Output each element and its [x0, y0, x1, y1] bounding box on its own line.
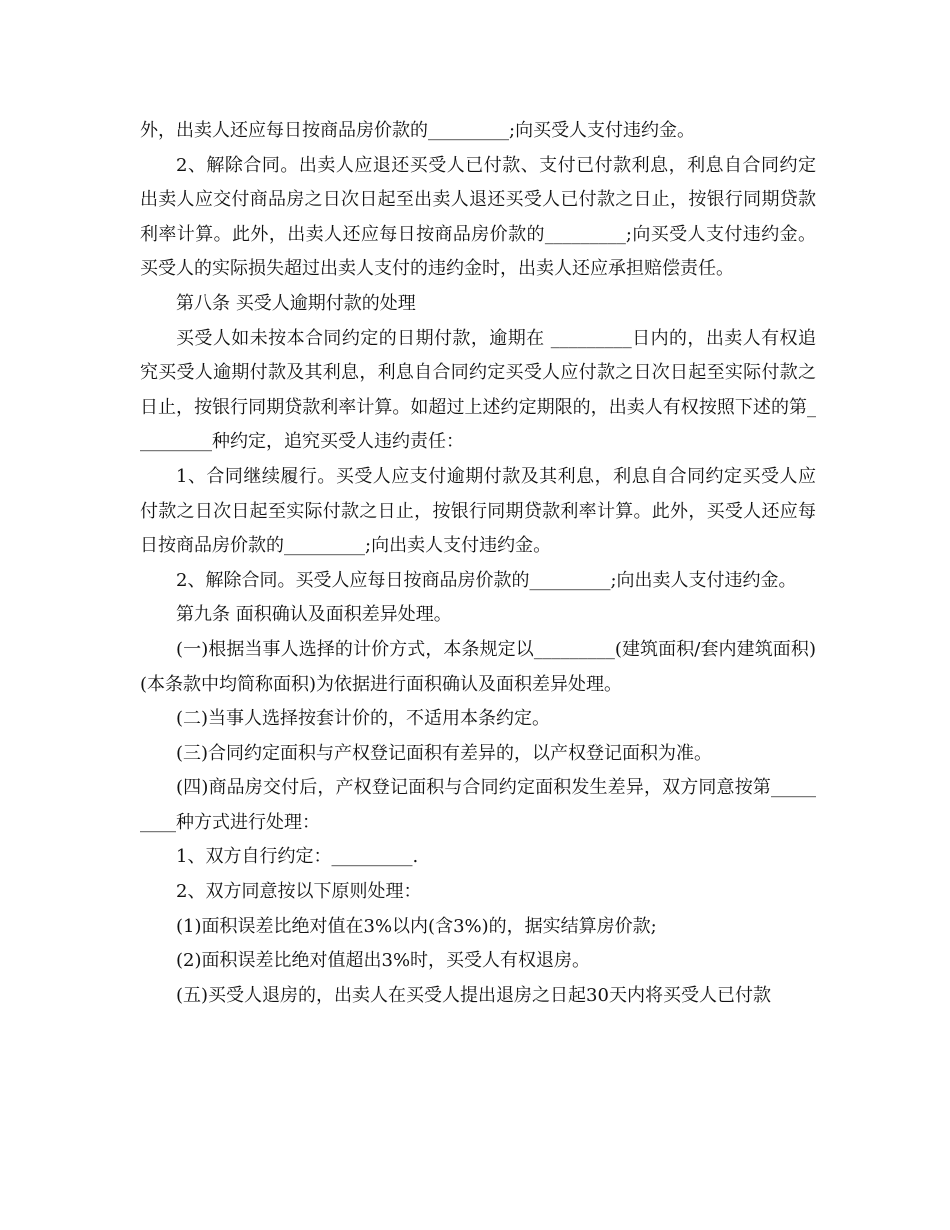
paragraph: 外，出卖人还应每日按商品房价款的_________;向买受人支付违约金。 — [140, 120, 696, 141]
paragraph: 1、双方自行约定：_________. — [176, 846, 419, 868]
paragraph: (2)面积误差比绝对值超出3%时，买受人有权退房。 — [176, 950, 591, 972]
document-body — [140, 114, 816, 1013]
paragraph: (一)根据当事人选择的计价方式，本条规定以_________(建筑面积/套内建筑面积)(本条款中均简称面积)为依据进行面积确认及面积差异处理。 — [140, 638, 816, 695]
paragraph: (五)买受人退房的，出卖人在买受人提出退房之日起30天内将买受人已付款 — [176, 984, 771, 1006]
paragraph: (四)商品房交付后，产权登记面积与合同约定面积发生差异，双方同意按第_________种方式进行处理： — [140, 777, 816, 833]
section-heading: 第八条 买受人逾期付款的处理 — [176, 292, 416, 314]
paragraph: (1)面积误差比绝对值在3%以内(含3%)的，据实结算房价款; — [176, 915, 657, 937]
section-heading: 第九条 面积确认及面积差异处理。 — [176, 604, 452, 626]
paragraph: (三)合同约定面积与产权登记面积有差异的，以产权登记面积为准。 — [176, 742, 713, 764]
paragraph: 2、解除合同。买受人应每日按商品房价款的_________;向出卖人支付违约金。 — [176, 569, 797, 591]
paragraph: 买受人如未按本合同约定的日期付款，逾期在 _________日内的，出卖人有权追究买受人逾期付款及其利息，利息自合同约定买受人应付款之日次日起至实际付款之日止，按银行同期贷款利率计算。如超过上述约定期限的，出卖人有权按照下述的第_________种约定，追究买受人违约责任： — [140, 327, 816, 453]
paragraph: 2、解除合同。出卖人应退还买受人已付款、支付已付款利息，利息自合同约定出卖人应交付商品房之日次日起至出卖人退还买受人已付款之日止，按银行同期贷款利率计算。此外，出卖人还应每日按商品房价款的_________;向买受人支付违约金。买受人的实际损失超过出卖人支付的违约金时，出卖人还应承担赔偿责任。 — [140, 154, 816, 280]
paragraph: (二)当事人选择按套计价的，不适用本条约定。 — [176, 708, 551, 730]
paragraph: 2、双方同意按以下原则处理： — [176, 881, 422, 903]
paragraph: 1、合同继续履行。买受人应支付逾期付款及其利息，利息自合同约定买受人应付款之日次日起至实际付款之日止，按银行同期贷款利率计算。此外，买受人还应每日按商品房价款的_________;向出卖人支付违约金。 — [140, 465, 816, 557]
